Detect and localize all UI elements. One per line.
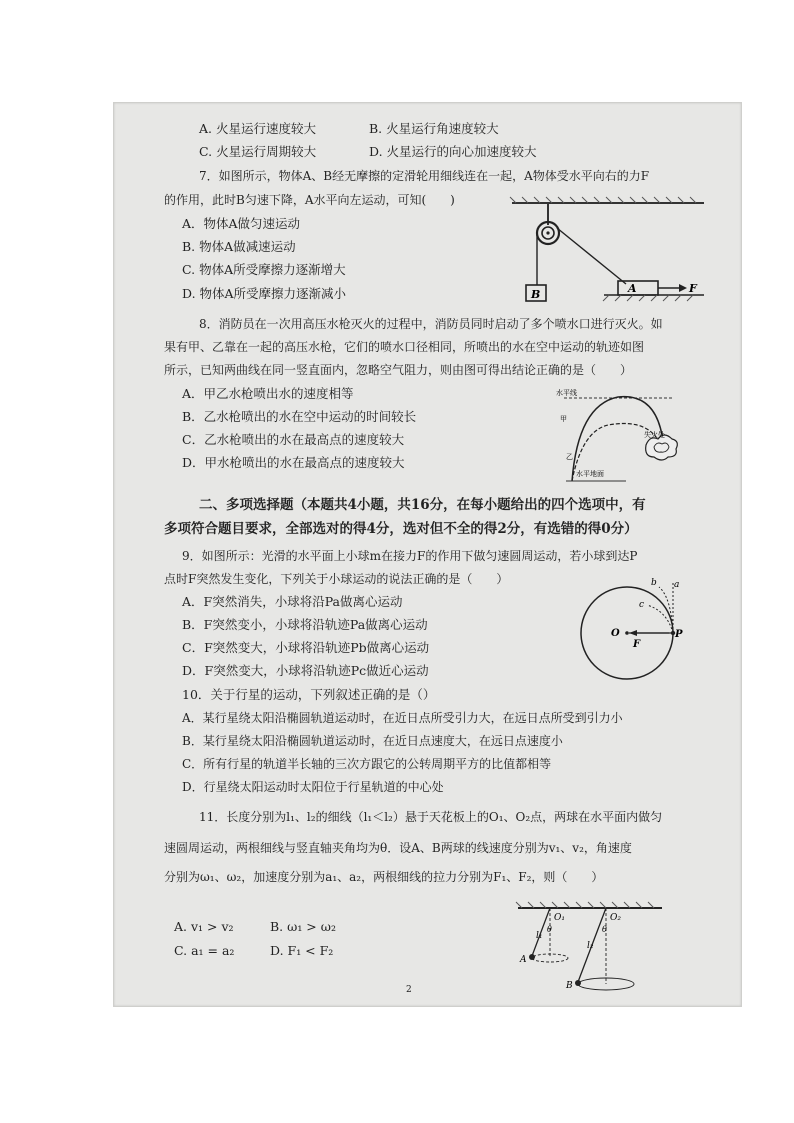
q11-l2-label: l₂ (587, 941, 594, 951)
q8-water-jet-figure (546, 385, 686, 485)
q8-yi-label: 乙 (566, 453, 573, 461)
section2-header-line2: 多项符合题目要求，全部选对的得4分，选对但不全的得2分，有选错的得0分） (164, 521, 638, 537)
q11-theta2-label: θ (602, 925, 607, 934)
page-number: 2 (406, 985, 412, 995)
section2-header-line1: 二、多项选择题（本题共4小题，共16分，在每小题给出的四个选项中，有 (199, 497, 646, 513)
q9-circle-figure (571, 571, 681, 683)
exam-page (113, 102, 742, 1007)
q8-stem-line2: 果有甲、乙靠在一起的高压水枪，它们的喷水口径相同，所喷出的水在空中运动的轨迹如图 (164, 340, 645, 354)
q7-pulley-figure (504, 195, 714, 307)
q11-o1-label: O₁ (554, 913, 565, 923)
q7-block-a-label: A (628, 282, 637, 295)
q9-path-b-label: b (651, 578, 657, 588)
q7-stem-line2: 的作用，此时B匀速下降，A水平向左运动，可知( ) (164, 193, 455, 207)
q7-option-a: A．物体A做匀速运动 (182, 216, 301, 231)
q6-option-a: A. 火星运行速度较大 (199, 121, 316, 136)
q9-stem-line2: 点时F突然发生变化，下列关于小球运动的说法正确的是（ ） (164, 572, 509, 586)
q8-option-c: C．乙水枪喷出的水在最高点的速度较大 (182, 432, 405, 447)
q7-block-b-label: B (531, 288, 541, 301)
q10-option-c: C．所有行星的轨道半长轴的三次方跟它的公转周期平方的比值都相等 (182, 757, 552, 771)
q9-option-a: A．F突然消失，小球将沿Pa做离心运动 (182, 594, 403, 609)
q7-stem-line1: 7．如图所示，物体A、B经无摩擦的定滑轮用细线连在一起，A物体受水平向右的力F (199, 169, 650, 183)
q8-option-a: A．甲乙水枪喷出水的速度相等 (182, 386, 354, 401)
q11-theta1-label: θ (547, 925, 552, 934)
q8-option-d: D．甲水枪喷出的水在最高点的速度较大 (182, 455, 405, 470)
q11-l1-label: l₁ (536, 931, 543, 941)
q9-point-p-label: P (675, 629, 683, 640)
q9-option-d: D．F突然变大，小球将沿轨迹Pc做近心运动 (182, 663, 429, 678)
q11-ball-b-label: B (566, 981, 573, 991)
q11-option-c: C. a₁ = a₂ (174, 943, 235, 958)
q11-option-b: B. ω₁ > ω₂ (270, 919, 336, 934)
q9-option-b: B．F突然变小，小球将沿轨迹Pa做离心运动 (182, 617, 428, 632)
q11-stem-line2: 速圆周运动，两根细线与竖直轴夹角均为θ．设A、B两球的线速度分别为v₁、v₂，角速度 (164, 841, 632, 855)
q11-option-d: D. F₁ < F₂ (270, 943, 334, 958)
q11-o2-label: O₂ (610, 913, 621, 923)
q11-conical-pendulum-figure (510, 896, 670, 996)
q6-option-d: D. 火星运行的向心加速度较大 (369, 144, 537, 159)
q7-option-d: D. 物体A所受摩擦力逐渐减小 (182, 286, 347, 301)
q9-path-a-label: a (674, 580, 680, 590)
q9-center-o-label: O (611, 628, 620, 639)
q7-option-c: C. 物体A所受摩擦力逐渐增大 (182, 262, 346, 277)
q8-option-b: B．乙水枪喷出的水在空中运动的时间较长 (182, 409, 417, 424)
q8-ground-label: 水平地面 (576, 470, 604, 478)
q8-stem-line1: 8．消防员在一次用高压水枪灭火的过程中，消防员同时启动了多个喷水口进行灭火。如 (199, 317, 663, 331)
q8-fire-label: 失火处 (644, 431, 665, 439)
q11-option-a: A. v₁ > v₂ (174, 919, 234, 934)
q10-option-b: B．某行星绕太阳沿椭圆轨道运动时，在近日点速度大，在远日点速度小 (182, 734, 563, 748)
q6-option-b: B. 火星运行角速度较大 (369, 121, 499, 136)
q10-option-a: A．某行星绕太阳沿椭圆轨道运动时，在近日点所受引力大，在远日点所受到引力小 (182, 711, 623, 725)
q11-stem-line1: 11．长度分别为l₁、l₂的细线（l₁＜l₂）悬于天花板上的O₁、O₂点，两球在水平面内做匀 (199, 810, 663, 824)
q11-ball-a-label: A (520, 955, 527, 965)
q10-option-d: D．行星绕太阳运动时太阳位于行星轨道的中心处 (182, 780, 444, 794)
q8-jia-label: 甲 (560, 415, 567, 423)
q9-stem-line1: 9．如图所示：光滑的水平面上小球m在接力F的作用下做匀速圆周运动，若小球到达P (182, 549, 638, 563)
q7-force-f-label: F (689, 282, 697, 295)
q9-path-c-label: c (639, 600, 645, 610)
q10-stem: 10．关于行星的运动，下列叙述正确的是（） (182, 687, 436, 702)
q9-option-c: C．F突然变大，小球将沿轨迹Pb做离心运动 (182, 640, 430, 655)
q8-stem-line3: 所示，已知两曲线在同一竖直面内，忽略空气阻力，则由图可得出结论正确的是（ ） (164, 363, 633, 377)
q6-option-c: C. 火星运行周期较大 (199, 144, 317, 159)
q11-stem-line3: 分别为ω₁、ω₂，加速度分别为a₁、a₂，两根细线的拉力分别为F₁、F₂，则（ ） (164, 870, 604, 884)
q8-horizontal-line-label: 水平线 (556, 389, 577, 397)
q7-option-b: B. 物体A做减速运动 (182, 239, 296, 254)
q9-force-f-label: F (633, 639, 641, 650)
